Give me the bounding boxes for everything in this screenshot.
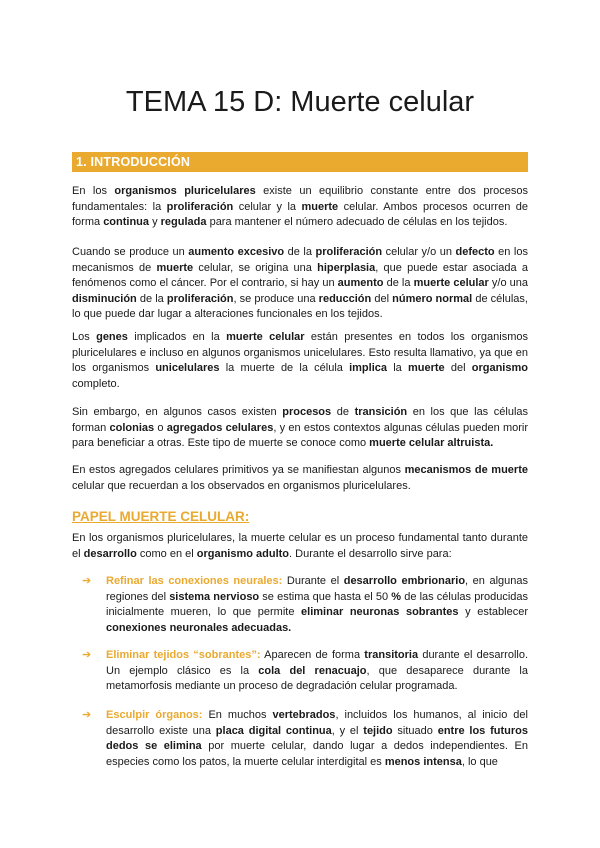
bold-term: continua: [103, 216, 150, 228]
bold-term: proliferación: [166, 292, 234, 305]
arrow-right-icon: ➔: [82, 709, 92, 721]
bold-term: genes: [96, 331, 128, 343]
text-run: celular y/o un: [382, 246, 456, 258]
bold-term: entre los futuros dedos se elimina: [106, 724, 528, 752]
text-run: celular y la: [233, 200, 302, 213]
bold-term: vertebrados: [272, 709, 336, 721]
paragraph-3: [72, 330, 528, 392]
bold-term: cola del renacuajo: [258, 664, 367, 677]
bold-term: hiperplasia: [317, 261, 376, 274]
bold-term: implica: [349, 362, 387, 374]
section-title: 1. INTRODUCCIÓN: [76, 155, 191, 169]
text-run: Durante el: [282, 575, 344, 587]
bold-term: tejido: [363, 724, 393, 737]
bullet-item: [82, 648, 528, 695]
text-run: del: [371, 292, 393, 305]
bold-term: desarrollo: [83, 547, 137, 560]
bold-term: número normal: [392, 292, 473, 305]
paragraph-4: [72, 405, 528, 452]
text-run: implicados en la: [127, 331, 227, 343]
text-run: existe un equilibrio constante entre dos procesos fundamentales: la: [72, 185, 528, 213]
text-run: completo.: [72, 377, 120, 390]
bold-term: muerte: [156, 261, 194, 274]
text-run: en los que las células forman: [72, 406, 529, 434]
bold-term: procesos: [282, 406, 332, 418]
text-run: , que puede estar asociada a fenómenos como el cáncer. Por el contrario, si hay un: [72, 261, 528, 289]
bold-term: muerte: [301, 200, 339, 213]
bold-term: proliferación: [166, 200, 234, 213]
text-run: para mantener el número adecuado de células en los tejidos.: [206, 216, 508, 228]
bullet-lead: Eliminar tejidos “sobrantes”:: [106, 649, 261, 661]
text-run: , que desaparece durante la metamorfosis mediante un proceso de degradación celular programada.: [106, 664, 528, 692]
text-run: durante el desarrollo. Un ejemplo clásico es la: [106, 649, 529, 677]
bold-term: muerte celular altruista.: [369, 437, 494, 449]
text-run: En estos agregados celulares primitivos ya se manifiestan algunos: [72, 464, 405, 476]
text-run: por muerte celular, dando lugar a dedos independientes. En especies como los patos, la muerte celular interdigital es: [106, 740, 528, 768]
text-run: situado: [392, 724, 438, 737]
section-header-bar: [72, 152, 528, 172]
bold-term: muerte: [407, 362, 445, 374]
bold-term: proliferación: [315, 246, 383, 258]
text-run: de: [331, 406, 355, 418]
bullet-item: [82, 708, 528, 770]
text-run: en los mecanismos de: [72, 246, 528, 274]
text-run: de las células producidas inicialmente mueren, lo que permite: [106, 590, 529, 618]
page-title: TEMA 15 D: Muerte celular: [125, 86, 475, 118]
bold-term: eliminar neuronas sobrantes: [301, 606, 459, 618]
text-run: , se produce una: [233, 292, 319, 305]
text-run: o: [154, 421, 167, 434]
bold-term: desarrollo embrionario: [343, 575, 466, 587]
text-run: de la: [383, 277, 414, 289]
bold-term: transición: [354, 406, 408, 418]
arrow-right-icon: ➔: [82, 575, 92, 587]
text-run: , incluidos los humanos, al inicio del desarrollo existe una: [106, 709, 528, 737]
paragraph-1: [72, 184, 528, 231]
bold-term: placa digital continua: [215, 724, 332, 737]
bold-term: aumento: [337, 277, 384, 289]
text-run: Los: [72, 331, 97, 343]
text-run: , lo que: [461, 755, 498, 768]
text-run: , y el: [331, 724, 364, 737]
bullet-lead: Refinar las conexiones neurales:: [106, 575, 283, 587]
paragraph-5: [72, 463, 528, 494]
bold-term: disminución: [72, 292, 137, 305]
text-run: En los: [72, 185, 115, 197]
bold-term: defecto: [455, 246, 495, 258]
text-run: y: [149, 216, 161, 228]
bold-term: muerte celular: [226, 331, 305, 343]
text-run: y establecer: [458, 606, 528, 618]
bold-term: reducción: [318, 292, 372, 305]
bold-term: %: [391, 590, 402, 603]
paragraph-6: [72, 531, 528, 562]
text-run: y/o una: [488, 277, 529, 289]
text-run: , en algunas regiones del: [106, 575, 529, 603]
bold-term: regulada: [160, 216, 207, 228]
bold-term: transitoria: [364, 649, 419, 661]
text-run: están presentes en todos los organismos pluricelulares e incluso en algunos organismos unicelulares. Esto resulta llamativo, ya que en los organismos: [72, 331, 528, 374]
bold-term: organismos pluricelulares: [114, 185, 256, 197]
text-run: de la: [136, 292, 167, 305]
bullet-item: [82, 574, 528, 636]
text-run: como en el: [136, 547, 197, 560]
bold-term: unicelulares: [155, 362, 220, 374]
text-run: En los organismos pluricelulares, la muerte celular es un proceso fundamental tanto durante el: [72, 532, 528, 560]
bold-term: muerte celular: [413, 277, 489, 289]
text-run: Aparecen de forma: [260, 649, 365, 661]
bold-term: menos intensa: [384, 755, 462, 768]
text-run: del: [444, 362, 472, 374]
text-run: de la: [284, 246, 316, 258]
subheading: PAPEL MUERTE CELULAR:: [72, 509, 250, 524]
text-run: la: [387, 362, 408, 374]
text-run: Sin embargo, en algunos casos existen: [72, 406, 283, 418]
bold-term: aumento excesivo: [188, 246, 285, 258]
text-run: , y en estos contextos algunas células pueden morir para beneficiar a otras. Este tipo de muerte se conoce como: [72, 421, 528, 449]
text-run: celular, se origina una: [193, 261, 318, 274]
bold-term: organismo: [471, 362, 528, 374]
text-run: celular que recuerdan a los observados en organismos pluricelulares.: [72, 479, 411, 492]
bold-term: colonias: [109, 421, 155, 434]
text-run: celular. Ambos procesos ocurren de forma: [72, 200, 528, 228]
text-run: de células, lo que puede dar lugar a alteraciones funcionales en los tejidos.: [72, 292, 528, 320]
bold-term: sistema nervioso: [169, 590, 260, 603]
arrow-right-icon: ➔: [82, 649, 92, 661]
bold-term: mecanismos de muerte: [404, 464, 528, 476]
text-run: se estima que hasta el 50: [259, 590, 392, 603]
paragraph-2: [72, 245, 528, 323]
bold-term: conexiones neuronales adecuadas.: [106, 621, 292, 634]
text-run: la muerte de la célula: [219, 362, 350, 374]
bold-term: agregados celulares: [166, 421, 274, 434]
text-run: Cuando se produce un: [72, 246, 189, 258]
text-run: En muchos: [202, 709, 273, 721]
bold-term: organismo adulto: [196, 547, 290, 560]
bullet-lead: Esculpir órganos:: [106, 709, 203, 721]
text-run: . Durante el desarrollo sirve para:: [289, 547, 452, 560]
